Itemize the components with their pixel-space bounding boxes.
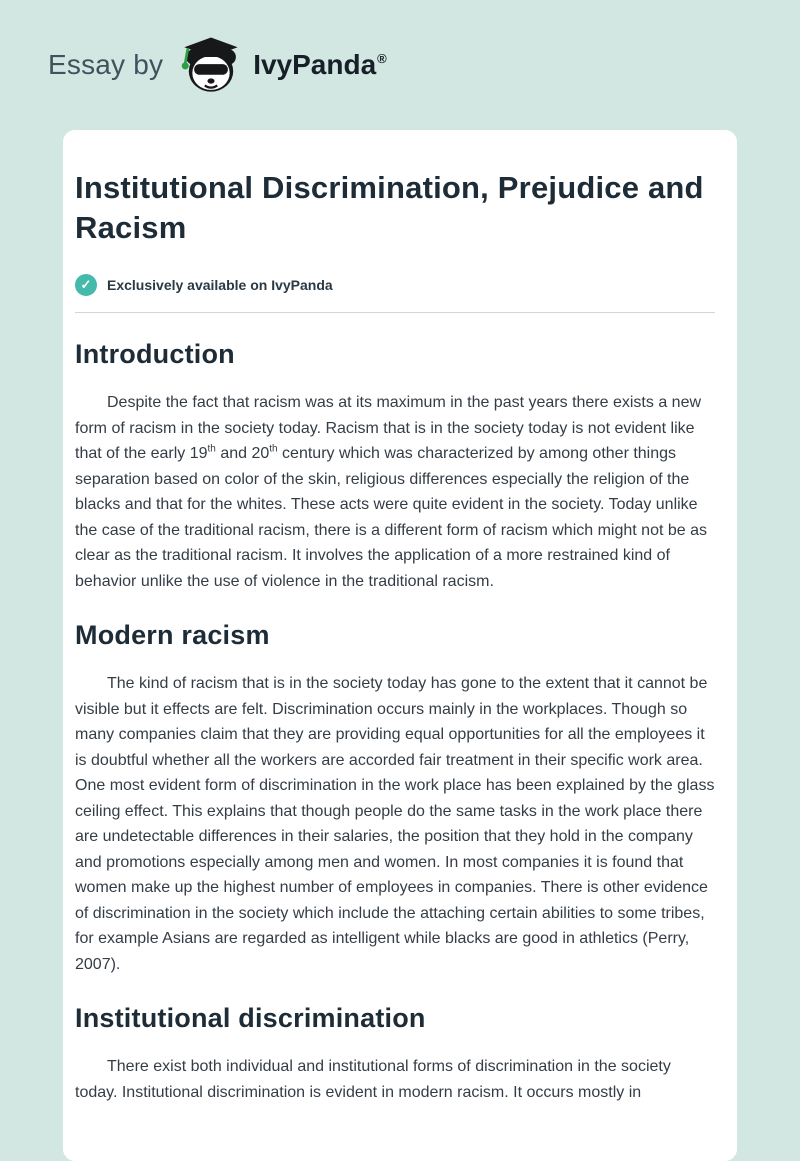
- registered-mark: ®: [377, 51, 387, 66]
- availability-badge: [75, 274, 715, 296]
- availability-text: Exclusively available on IvyPanda: [107, 277, 333, 293]
- paragraph-introduction: [75, 390, 715, 594]
- brand-text: IvyPanda: [253, 49, 377, 80]
- section-heading-institutional-discrimination: Institutional discrimination: [75, 1003, 426, 1033]
- superscript-th: th: [207, 443, 216, 455]
- header-prefix: Essay by: [48, 49, 164, 80]
- brand-name: [253, 49, 387, 81]
- superscript-th: th: [269, 443, 278, 455]
- paragraph-text: Despite the fact that racism was at its maximum in the past years there exists a new form of racism in the society today. Racism that is in the society today is not evident like that of the early 19: [75, 394, 702, 462]
- paragraph-institutional-discrimination: There exist both individual and institutional forms of discrimination in the society today. Institutional discrimination is evident in modern racism. It occurs mostly in: [75, 1058, 671, 1101]
- essay-card: [63, 130, 737, 1161]
- paragraph-text: and 20: [215, 445, 270, 462]
- essay-title: Institutional Discrimination, Prejudice and Racism: [75, 170, 704, 245]
- checkmark-icon: ✓: [75, 274, 97, 296]
- section-heading-modern-racism: Modern racism: [75, 620, 270, 650]
- site-header: [0, 0, 800, 130]
- section-heading-introduction: Introduction: [75, 339, 235, 369]
- ivypanda-panda-logo-icon: [179, 35, 243, 95]
- paragraph-modern-racism: The kind of racism that is in the society today has gone to the extent that it cannot be visible but it effects are felt. Discrimination occurs mainly in the workplaces. Though so many companies claim that they are providing equal opportunities for all the employees it is doubtful whether all the workers are accorded fair treatment in their specific work area. One most evident form of discrimination in the work place has been explained by the glass ceiling effect. This explains that though people do the same tasks in the work place there are undetectable differences in their salaries, the position that they hold in the company and promotions especially among men and women. In most companies it is found that women make up the highest number of employees in companies. There is other evidence of discrimination in the society which include the attaching certain abilities to some tribes, for example Asians are regarded as intelligent while blacks are good in athletics (Perry, 2007).: [75, 675, 715, 973]
- paragraph-text: century which was characterized by among other things separation based on color of the skin, religious differences especially the religion of the blacks and that for the whites. These acts were quite evident in the society. Today unlike the case of the traditional racism, there is a different form of racism which might not be as clear as the traditional racism. It involves the application of a more restrained kind of behavior unlike the use of violence in the traditional racism.: [75, 445, 707, 590]
- divider: [75, 312, 715, 313]
